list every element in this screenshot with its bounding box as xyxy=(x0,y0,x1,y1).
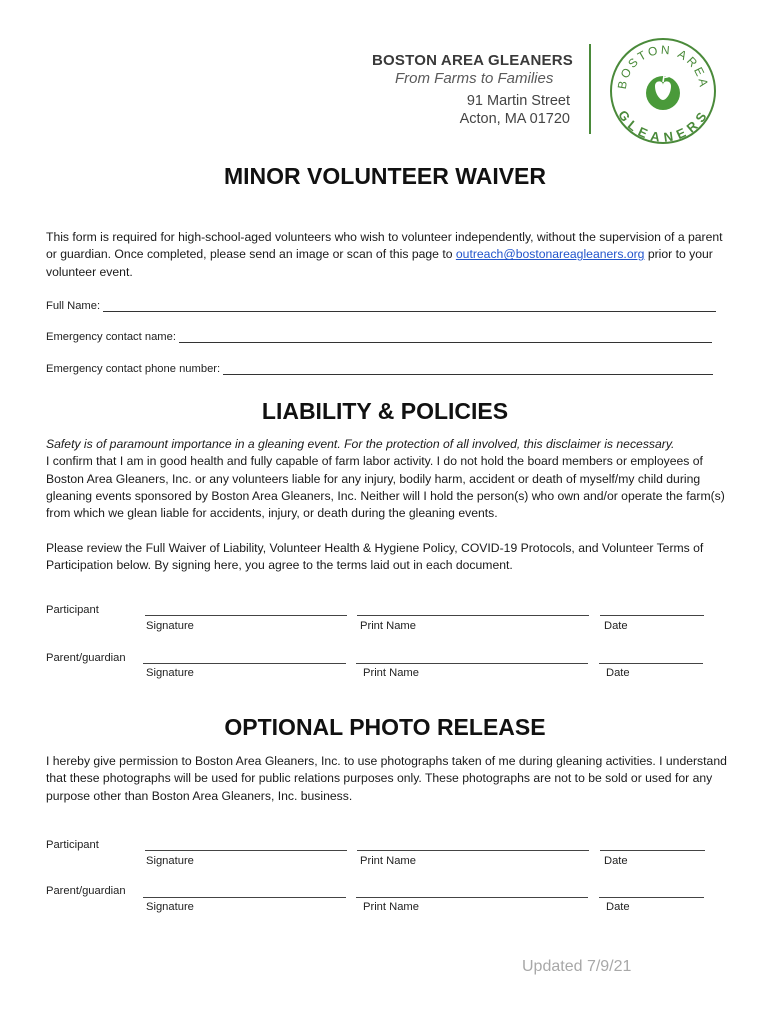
intro-text-end: prior to your volunteer event. xyxy=(46,247,713,279)
participant-date-line[interactable] xyxy=(600,850,705,851)
guardian-signature-line[interactable] xyxy=(143,897,346,898)
participant-date-line[interactable] xyxy=(600,615,704,616)
print-name-caption: Print Name xyxy=(363,901,419,913)
participant-print-name-line[interactable] xyxy=(357,615,589,616)
full-name-field[interactable] xyxy=(46,300,716,312)
apple-icon xyxy=(646,75,680,110)
participant-label: Participant xyxy=(46,604,99,616)
full-name-label: Full Name: xyxy=(46,300,101,312)
guardian-date-line[interactable] xyxy=(599,663,703,664)
emergency-contact-name-field[interactable] xyxy=(46,331,712,343)
svg-text:GLEANERS xyxy=(615,107,711,144)
date-caption: Date xyxy=(606,667,630,679)
org-address-city: Acton, MA 01720 xyxy=(459,111,570,127)
org-name: BOSTON AREA GLEANERS xyxy=(372,52,573,69)
date-caption: Date xyxy=(604,855,628,867)
guardian-label: Parent/guardian xyxy=(46,652,126,664)
logo-text-top: BOSTON AREA xyxy=(614,42,712,91)
liability-body: I confirm that I am in good health and fully capable of farm labor activity. I do not hold the board members or employees of Boston Area Gleaners, Inc. or any volunteers liable for any injury, bodily harm, accident or death of myself/my child during gleaning events sponsored by Boston Area Gleaners, Inc. Neither will I hold the person(s) who own and/or operate the farm(s) from which we glean liable for accidents, injury, or death during the gleaning events. xyxy=(46,454,725,521)
emergency-contact-phone-line[interactable] xyxy=(223,364,713,375)
participant-signature-line[interactable] xyxy=(145,850,347,851)
signature-caption: Signature xyxy=(146,901,194,913)
full-name-line[interactable] xyxy=(103,301,716,312)
liability-heading: LIABILITY & POLICIES xyxy=(261,398,509,424)
participant-print-name-line[interactable] xyxy=(357,850,589,851)
updated-date: Updated 7/9/21 xyxy=(522,958,632,975)
header-divider xyxy=(589,44,591,134)
org-address-street: 91 Martin Street xyxy=(466,93,570,109)
print-name-caption: Print Name xyxy=(360,620,416,632)
review-paragraph: Please review the Full Waiver of Liability, Volunteer Health & Hygiene Policy, COVID-19 Protocols, and Volunteer Terms of Participation below. By signing here, you agree to the terms laid out in each document. xyxy=(46,541,704,573)
signature-caption: Signature xyxy=(146,855,194,867)
signature-caption: Signature xyxy=(146,667,194,679)
date-caption: Date xyxy=(604,620,628,632)
email-link[interactable]: outreach@bostonareagleaners.org xyxy=(455,247,645,262)
intro-text: This form is required for high-school-aged volunteers who wish to volunteer independently, without the supervision of a parent or guardian. Once completed, please send an image or scan of this page to xyxy=(46,230,723,262)
guardian-date-line[interactable] xyxy=(599,897,704,898)
guardian-signature-line[interactable] xyxy=(143,663,346,664)
participant-signature-line[interactable] xyxy=(145,615,347,616)
guardian-print-name-line[interactable] xyxy=(356,897,588,898)
page-title: MINOR VOLUNTEER WAIVER xyxy=(223,163,546,189)
participant-label: Participant xyxy=(46,839,99,851)
liability-paragraph xyxy=(46,436,736,522)
liability-safety-note: Safety is of paramount importance in a gleaning event. For the protection of all involved, this disclaimer is necessary. xyxy=(46,437,675,451)
date-caption: Date xyxy=(606,901,630,913)
emergency-contact-phone-field[interactable] xyxy=(46,363,713,375)
org-tagline: From Farms to Families xyxy=(395,70,554,87)
org-logo xyxy=(608,36,718,146)
guardian-label: Parent/guardian xyxy=(46,885,126,897)
emergency-contact-name-label: Emergency contact name: xyxy=(46,331,176,343)
intro-paragraph xyxy=(46,229,736,281)
emergency-contact-name-line[interactable] xyxy=(179,332,712,343)
guardian-print-name-line[interactable] xyxy=(356,663,588,664)
print-name-caption: Print Name xyxy=(363,667,419,679)
emergency-contact-phone-label: Emergency contact phone number: xyxy=(46,363,221,375)
photo-release-paragraph: I hereby give permission to Boston Area Gleaners, Inc. to use photographs taken of me during gleaning activities. I understand that these photographs will be used for public relations purposes only. These photographs are not to be sold or used for any purpose other than Boston Area Gleaners, Inc. business. xyxy=(46,754,727,803)
logo-text-bottom: GLEANERS xyxy=(615,107,711,145)
signature-caption: Signature xyxy=(146,620,194,632)
photo-release-heading: OPTIONAL PHOTO RELEASE xyxy=(224,714,546,740)
print-name-caption: Print Name xyxy=(360,855,416,867)
